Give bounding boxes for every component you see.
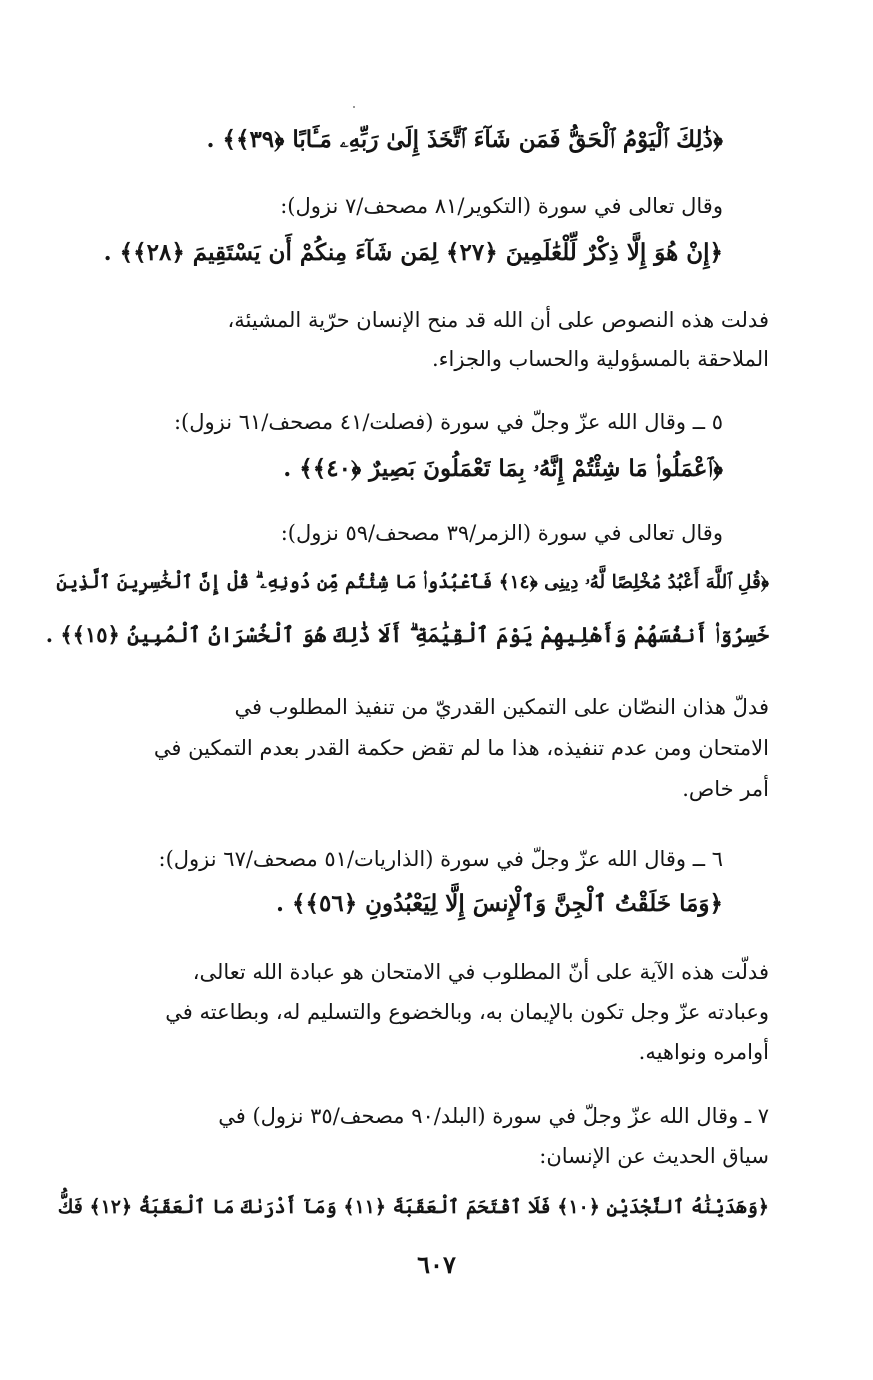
prose-line: وعبادته عزّ وجل تكون بالإيمان به، وبالخضوع والتسليم له، وبطاعته في [165,1000,769,1024]
verse-line: خَسِرُوٓا۟ أَنفُسَهُمْ وَأَهْلِيهِمْ يَوْمَ ٱلْقِيَٰمَةِ ۗ أَلَا ذَٰلِكَ هُوَ ٱلْخُسْرَانُ ٱلْمُبِينُ ﴿١٥﴾﴾ . [45,622,769,647]
verse-line: ﴿إِنْ هُوَ إِلَّا ذِكْرٌ لِّلْعَٰلَمِينَ ﴿٢٧﴾ لِمَن شَآءَ مِنكُمْ أَن يَسْتَقِيمَ ﴿٢٨﴾﴾ . [103,239,723,266]
prose-line: أمر خاص. [682,777,769,801]
verse-line: ﴿ٱعْمَلُوا۟ مَا شِئْتُمْ إِنَّهُۥ بِمَا تَعْمَلُونَ بَصِيرٌ ﴿٤٠﴾﴾ . [283,455,723,482]
prose-line: الامتحان ومن عدم تنفيذه، هذا ما لم تقض حكمة القدر بعدم التمكين في [153,736,769,760]
prose-line: فدلّ هذان النصّان على التمكين القدريّ من تنفيذ المطلوب في [234,695,769,719]
verse-line: ﴿ذَٰلِكَ ٱلْيَوْمُ ٱلْحَقُّ فَمَن شَآءَ ٱتَّخَذَ إِلَىٰ رَبِّهِۦ مَـَٔابًا ﴿٣٩﴾﴾ . [206,126,723,153]
verse-line: ﴿قُلِ ٱللَّهَ أَعْبُدُ مُخْلِصًا لَّهُۥ دِينِى ﴿١٤﴾ فَٱعْبُدُوا۟ مَا شِئْتُم مِّن دُونِهِۦ ۗ قُلْ إِنَّ ٱلْخَٰسِرِينَ ٱلَّذِينَ [56,572,769,593]
prose-line: ٥ ــ وقال الله عزّ وجلّ في سورة (فصلت/٤١ مصحف/٦١ نزول): [173,410,723,434]
prose-line: فدلت هذه النصوص على أن الله قد منح الإنسان حرّية المشيئة، [227,308,769,332]
page-number: ٦٠٧ [417,1250,456,1279]
prose-line: ٦ ــ وقال الله عزّ وجلّ في سورة (الذاريات/٥١ مصحف/٦٧ نزول): [158,847,723,871]
print-speck [353,106,355,108]
prose-line: فدلّت هذه الآية على أنّ المطلوب في الامتحان هو عبادة الله تعالى، [192,960,769,984]
prose-line: وقال تعالى في سورة (التكوير/٨١ مصحف/٧ نزول): [280,194,723,218]
prose-line: أوامره ونواهيه. [638,1040,769,1064]
prose-line: وقال تعالى في سورة (الزمر/٣٩ مصحف/٥٩ نزول): [280,521,723,545]
verse-line: ﴿وَهَدَيْنَٰهُ ٱلنَّجْدَيْنِ ﴿١٠﴾ فَلَا ٱقْتَحَمَ ٱلْعَقَبَةَ ﴿١١﴾ وَمَآ أَدْرَىٰكَ مَا ٱلْعَقَبَةُ ﴿١٢﴾ فَكُّ [57,1196,769,1218]
prose-line: ٧ ـ وقال الله عزّ وجلّ في سورة (البلد/٩٠ مصحف/٣٥ نزول) في [218,1104,769,1128]
prose-line: سياق الحديث عن الإنسان: [539,1144,769,1168]
prose-line: الملاحقة بالمسؤولية والحساب والجزاء. [431,347,769,371]
verse-line: ﴿وَمَا خَلَقْتُ ٱلْجِنَّ وَٱلْإِنسَ إِلَّا لِيَعْبُدُونِ ﴿٥٦﴾﴾ . [276,890,723,917]
